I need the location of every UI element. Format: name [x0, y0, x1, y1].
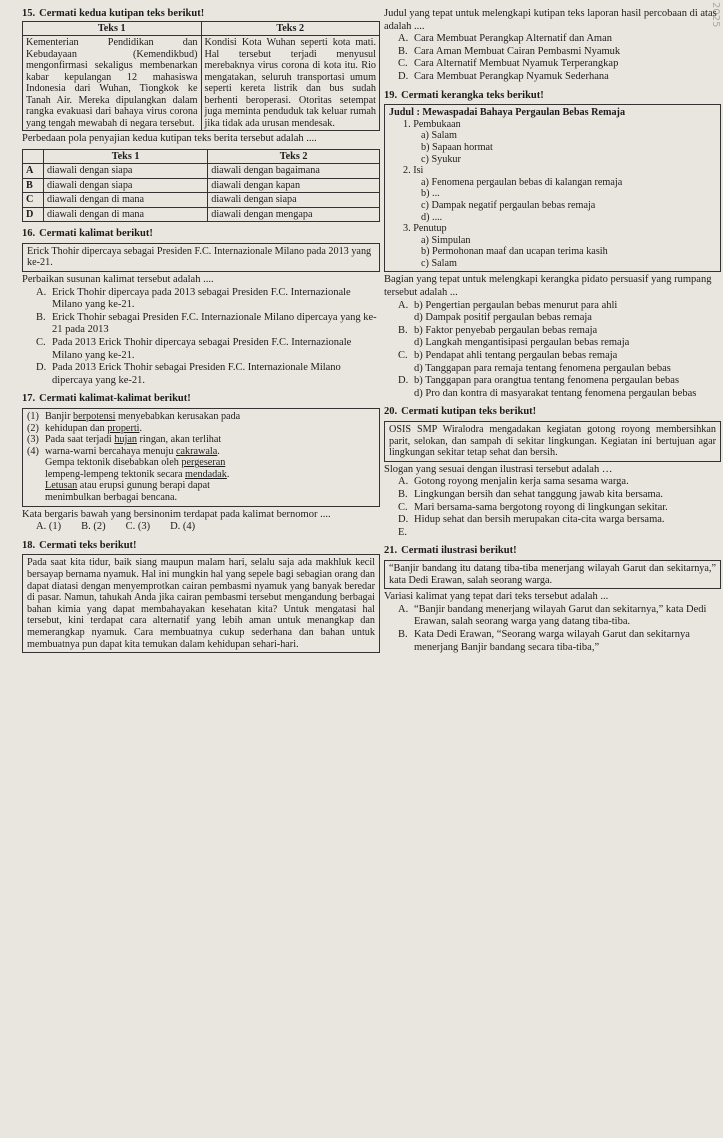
q15-option-row[interactable] [23, 178, 380, 193]
q19-option[interactable] [398, 325, 721, 350]
q17-line-text [45, 446, 220, 458]
q17-option[interactable]: B. (2) [81, 521, 106, 533]
q15-option-row[interactable] [23, 164, 380, 179]
q17-line-post: atau erupsi gunung berapi dapat [77, 480, 210, 492]
q17-line-pre: Pada saat terjadi [45, 434, 115, 446]
q17-line [27, 480, 375, 492]
q15-option-key: B [23, 178, 44, 193]
q15-number: 15. [22, 8, 36, 19]
q21-text-box: “Banjir bandang itu datang tiba-tiba menerjang wilayah Garut dan sekitarnya,” kata Dedi Erawan, salah seorang warga. [384, 560, 721, 589]
q17-line-text [45, 423, 142, 435]
q19-outline-box [384, 104, 721, 272]
q20-number: 20. [384, 406, 398, 418]
q20-option[interactable] [398, 502, 721, 515]
q17-options [36, 521, 380, 534]
q17-sentence-box [22, 408, 380, 507]
q17-line [27, 446, 375, 458]
q18-option-text: Cara Aman Membuat Cairan Pembasmi Nyamuk [414, 45, 621, 57]
question-18 [22, 540, 380, 653]
q15-option-cell: diawali dengan mengapa [208, 207, 380, 222]
q19-outline-item: 1. Pembukaan [403, 118, 461, 130]
q17-underlined-word: hujan [114, 434, 137, 446]
q15-option-header-2: Teks 2 [208, 149, 380, 164]
q19-option[interactable] [398, 350, 721, 375]
q19-outline-item: a) Salam [421, 130, 457, 142]
q17-option[interactable]: C. (3) [125, 521, 151, 533]
q19-number: 19. [384, 89, 398, 101]
q20-option[interactable] [398, 476, 721, 489]
q16-option[interactable] [36, 287, 380, 312]
q20-option-key: A. [398, 476, 409, 488]
q19-outline-item: a) Simpulan [421, 234, 471, 246]
q17-line-pre: Gempa tektonik disebabkan oleh [45, 457, 182, 469]
q15-option-header-1: Teks 1 [44, 149, 208, 164]
q17-line [27, 469, 375, 481]
q17-underlined-word: mendadak [185, 468, 227, 480]
q17-line [27, 423, 375, 435]
question-20 [384, 406, 721, 539]
q16-options [22, 287, 380, 388]
q17-line-number [27, 492, 45, 504]
q16-option-text: Pada 2013 Erick Thohir dipercaya sebagai Presiden F.C. Internazionale Milano yang ke-21. [52, 336, 352, 361]
q19-outline-item: 2. Isi [403, 165, 424, 177]
q17-title: Cermati kalimat-kalimat berikut! [39, 393, 191, 405]
q17-underlined-word: berpotensi [73, 410, 116, 422]
q19-outline-item: 3. Penutup [403, 223, 447, 235]
q19-outline-item: c) Salam [421, 257, 457, 269]
q17-line-pre: menimbulkan berbagai bencana. [45, 492, 178, 504]
q18-option[interactable] [398, 46, 721, 59]
q17-line [27, 457, 375, 469]
q20-question: Slogan yang sesuai dengan ilustrasi tersebut adalah … [384, 463, 613, 475]
q18-option-text: Cara Membuat Perangkap Alternatif dan Aman [414, 33, 612, 45]
q17-line-post: . [226, 468, 230, 480]
q17-line-number [27, 469, 45, 481]
q18-question: Judul yang tepat untuk melengkapi kutipan teks laporan hasil percobaan di atas adalah .... [384, 8, 717, 32]
q18-option-key: B. [398, 45, 408, 57]
q20-option[interactable] [398, 527, 721, 540]
q19-outline-item: c) Dampak negatif pergaulan bebas remaja [421, 199, 596, 211]
question-17 [22, 393, 380, 534]
q20-option[interactable] [398, 514, 721, 527]
q15-option-row[interactable] [23, 207, 380, 222]
q20-option-text: Hidup sehat dan bersih merupakan cita-cita warga bersama. [414, 514, 665, 526]
q21-number: 21. [384, 545, 398, 557]
q21-option[interactable] [398, 629, 721, 654]
q17-line-post: ringan, akan terlihat [136, 434, 222, 446]
q17-line-number: (3) [27, 434, 39, 446]
q17-line-pre: warna-warni bercahaya menuju [45, 445, 176, 457]
q19-outline-item: d) .... [421, 211, 443, 223]
q17-line-text [45, 492, 177, 504]
q15-option-key: D [23, 207, 44, 222]
q18-option-key: C. [398, 58, 408, 70]
question-15 [22, 8, 380, 222]
q17-line-post: . [139, 422, 143, 434]
q16-question: Perbaikan susunan kalimat tersebut adalah .... [22, 273, 214, 285]
q19-option-key: B. [398, 324, 408, 336]
right-column [384, 8, 721, 660]
q15-option-cell: diawali dengan di mana [44, 207, 208, 222]
q19-option[interactable] [398, 300, 721, 325]
q16-option-text: Pada 2013 Erick Thohir sebagai Presiden F.C. Internazionale Milano dipercaya yang ke-21. [52, 362, 341, 386]
q20-option[interactable] [398, 489, 721, 502]
q19-outline-item: a) Fenomena pergaulan bebas di kalangan remaja [421, 176, 623, 188]
q17-line-number: (2) [27, 422, 39, 434]
q21-question: Variasi kalimat yang tepat dari teks tersebut adalah ... [384, 591, 609, 603]
q17-line [27, 434, 375, 446]
q16-option-key: B. [36, 311, 46, 323]
q18-option[interactable] [398, 58, 721, 71]
q18-option[interactable] [398, 71, 721, 84]
q21-option-text: Kata Dedi Erawan, “Seorang warga wilayah Garut dan sekitarnya menerjang Banjir bandang secara tiba-tiba,” [414, 628, 690, 653]
q20-option-key: C. [398, 501, 408, 513]
q19-outline-item: c) Syukur [421, 153, 461, 165]
q18-text-box: Pada saat kita tidur, baik siang maupun malam hari, selalu saja ada makhluk kecil bersayap bernama nyamuk. Hal ini mungkin hal yang sepele bagi sebagian orang dan dapat diatasi dengan menyemprotkan cairan pembasmi nyamuk yang banyak beredar di pasar. Namun, tahukah Anda jika cairan pembasmi tersebut mengandung berbagai bahan kimia yang dapat membahayakan kesehatan kita? Untuk mengatasi hal tersebut, kini terdapat cara alternatif yang lebih aman untuk menangkap dan memerangkap nyamuk. Cara membuatnya cukup sederhana dan bahan untuk membuatnya pun dapat kita temukan dalam kehidupan sehari-hari. [22, 554, 380, 653]
q17-line-number: (4) [27, 445, 39, 457]
q17-underlined-word: cakrawala [175, 445, 218, 457]
q17-line-post: . [217, 445, 220, 457]
q18-option[interactable] [398, 33, 721, 46]
q19-outline-item: b) Sapaan hormat [421, 141, 493, 153]
q16-sentence-box: Erick Thohir dipercaya sebagai Presiden F.C. Internazionale Milano pada 2013 yang ke-21. [22, 243, 380, 272]
q19-outline [389, 119, 716, 270]
q15-option-key: A [23, 164, 44, 179]
q20-option-text: Lingkungan bersih dan sehat tanggung jawab kita bersama. [414, 488, 664, 500]
q20-option-key: D. [398, 514, 409, 526]
q19-option-text: b) Tanggapan para orangtua tentang fenomena pergaulan bebas d) Pro dan kontra di masyarakat tentang fenomena pergaulan bebas [414, 375, 697, 399]
q15-option-key: C [23, 193, 44, 208]
q19-option-key: C. [398, 350, 408, 362]
q17-line-pre: lempeng-lempeng tektonik secara [45, 468, 186, 480]
question-16 [22, 228, 380, 387]
q21-option-text: “Banjir bandang menerjang wilayah Garut dan sekitarnya,” kata Dedi Erawan, salah seorang warga yang datang tiba-tiba. [414, 603, 707, 628]
q17-line-text [45, 457, 225, 469]
q17-line-number [27, 480, 45, 492]
q16-option[interactable] [36, 337, 380, 362]
question-18-continued [384, 8, 721, 84]
q18-option-key: A. [398, 33, 409, 45]
q21-title: Cermati ilustrasi berikut! [401, 545, 517, 557]
q15-option-cell: diawali dengan bagaimana [208, 164, 380, 179]
q21-option[interactable] [398, 604, 721, 629]
q19-judul: Mewaspadai Bahaya Pergaulan Bebas Remaja [422, 107, 626, 119]
q16-number: 16. [22, 228, 36, 240]
question-19 [384, 90, 721, 401]
q20-option-key: B. [398, 488, 408, 500]
q16-option-text: Erick Thohir sebagai Presiden F.C. Internazionale Milano dipercaya yang ke-21 pada 2013 [52, 311, 377, 336]
q17-option[interactable]: A. (1) [36, 521, 62, 533]
q16-option[interactable] [36, 312, 380, 337]
q19-title: Cermati kerangka teks berikut! [401, 89, 544, 101]
q16-option-key: D. [36, 362, 47, 374]
q16-option[interactable] [36, 362, 380, 387]
q17-line-number: (1) [27, 410, 39, 422]
q15-option-cell: diawali dengan siapa [208, 193, 380, 208]
q16-title: Cermati kalimat berikut! [39, 228, 153, 240]
q18-number: 18. [22, 539, 36, 551]
q16-option-key: C. [36, 336, 46, 348]
q17-line-text [45, 411, 240, 423]
q18-title: Cermati teks berikut! [39, 539, 137, 551]
q15-option-cell: diawali dengan siapa [44, 178, 208, 193]
q16-option-key: A. [36, 286, 47, 298]
q15-text2-cell: Kondisi Kota Wuhan seperti kota mati. Hal tersebut terjadi menyusul merebaknya virus corona di kota itu. Rio mengatakan, seluruh transportasi umum seperti kereta listrik dan bus sudah berhenti beroperasi. Otoritas setempat juga meminta penduduk tak keluar rumah jika tidak ada urusan mendesak. [201, 36, 380, 131]
q20-title: Cermati kutipan teks berikut! [401, 406, 537, 418]
q19-option[interactable] [398, 375, 721, 400]
q19-outline-item: b) ... [421, 188, 440, 200]
q18-option-text: Cara Membuat Perangkap Nyamuk Sederhana [414, 70, 609, 82]
q20-options [384, 476, 721, 539]
q15-text-table [22, 21, 380, 132]
q19-option-text: b) Pengertian pergaulan bebas menurut para ahli d) Dampak positif pergaulan bebas remaja [414, 299, 618, 324]
left-column [22, 8, 380, 659]
q17-question: Kata bergaris bawah yang bersinonim terdapat pada kalimat bernomor .... [22, 508, 331, 520]
q18-option-key: D. [398, 70, 409, 82]
q17-line-text [45, 469, 229, 481]
q17-line-pre: Banjir [45, 410, 74, 422]
q21-options [384, 604, 721, 654]
q17-underlined-word: pergeseran [181, 457, 226, 469]
corner-mark: 2025 [710, 2, 721, 28]
q15-title: Cermati kedua kutipan teks berikut! [39, 8, 205, 19]
q18-option-text: Cara Alternatif Membuat Nyamuk Terperangkap [414, 58, 619, 70]
q15-option-row[interactable] [23, 193, 380, 208]
q17-underlined-word: Letusan [45, 480, 78, 492]
q17-line-text [45, 434, 221, 446]
q19-option-text: b) Pendapat ahli tentang pergaulan bebas remaja d) Tanggapan para remaja tentang fenomena pergaulan bebas [414, 350, 671, 374]
q17-line-pre: kehidupan dan [45, 422, 108, 434]
q15-option-table [22, 149, 380, 223]
q20-option-text: Gotong royong menjalin kerja sama sesama warga. [414, 476, 629, 488]
q18-options [384, 33, 721, 83]
q20-option-key: E. [398, 526, 408, 538]
q15-text1-header: Teks 1 [23, 21, 202, 36]
q21-option-key: B. [398, 628, 408, 640]
q17-line [27, 492, 375, 504]
q17-underlined-word: properti [107, 422, 140, 434]
q17-line [27, 411, 375, 423]
q15-text2-header: Teks 2 [201, 21, 380, 36]
q15-text1-cell: Kementerian Pendidikan dan Kebudayaan (Kemendikbud) mengonfirmasi sekaligus membenarkan kabar kepulangan 12 mahasiswa Indonesia dari Wuhan, Tiongkok ke Tanah Air. Mereka dipulangkan dalam rangka evakuasi dari bahaya virus corona yang tengah mewabah di negara tersebut. [23, 36, 202, 131]
q17-line-text [45, 480, 210, 492]
q15-option-cell: diawali dengan di mana [44, 193, 208, 208]
q15-question: Perbedaan pola penyajian kedua kutipan teks berita tersebut adalah .... [22, 133, 317, 145]
q16-option-text: Erick Thohir dipercaya pada 2013 sebagai Presiden F.C. Internazionale Milano yang ke-21. [52, 286, 351, 311]
q17-option[interactable]: D. (4) [170, 521, 196, 533]
q15-option-cell: diawali dengan kapan [208, 178, 380, 193]
q19-option-text: b) Faktor penyebab pergaulan bebas remaja d) Langkah mengantisipasi pergaulan bebas remaja [414, 324, 630, 349]
question-21 [384, 545, 721, 654]
q19-judul-label: Judul : [389, 107, 420, 119]
q19-option-key: A. [398, 299, 409, 311]
q15-option-header-0 [23, 149, 44, 164]
q15-option-cell: diawali dengan siapa [44, 164, 208, 179]
q17-number: 17. [22, 393, 36, 405]
q20-option-text: Mari bersama-sama bergotong royong di lingkungan sekitar. [414, 501, 668, 513]
q20-text-box: OSIS SMP Wiralodra mengadakan kegiatan gotong royong membersihkan parit, selokan, dan sampah di sekitar lingkungan. Kegiatan ini bertujuan agar lingkungan sekitar tetap sehat dan bersih. [384, 421, 721, 462]
q21-option-key: A. [398, 603, 409, 615]
q19-options [384, 300, 721, 401]
q19-question: Bagian yang tepat untuk melengkapi kerangka pidato persuasif yang rumpang tersebut adalah ... [384, 274, 712, 299]
q17-line-post: menyebabkan kerusakan pada [115, 410, 241, 422]
q19-outline-item: b) Permohonan maaf dan ucapan terima kasih [421, 246, 608, 258]
q17-line-number [27, 457, 45, 469]
q19-option-key: D. [398, 375, 409, 387]
